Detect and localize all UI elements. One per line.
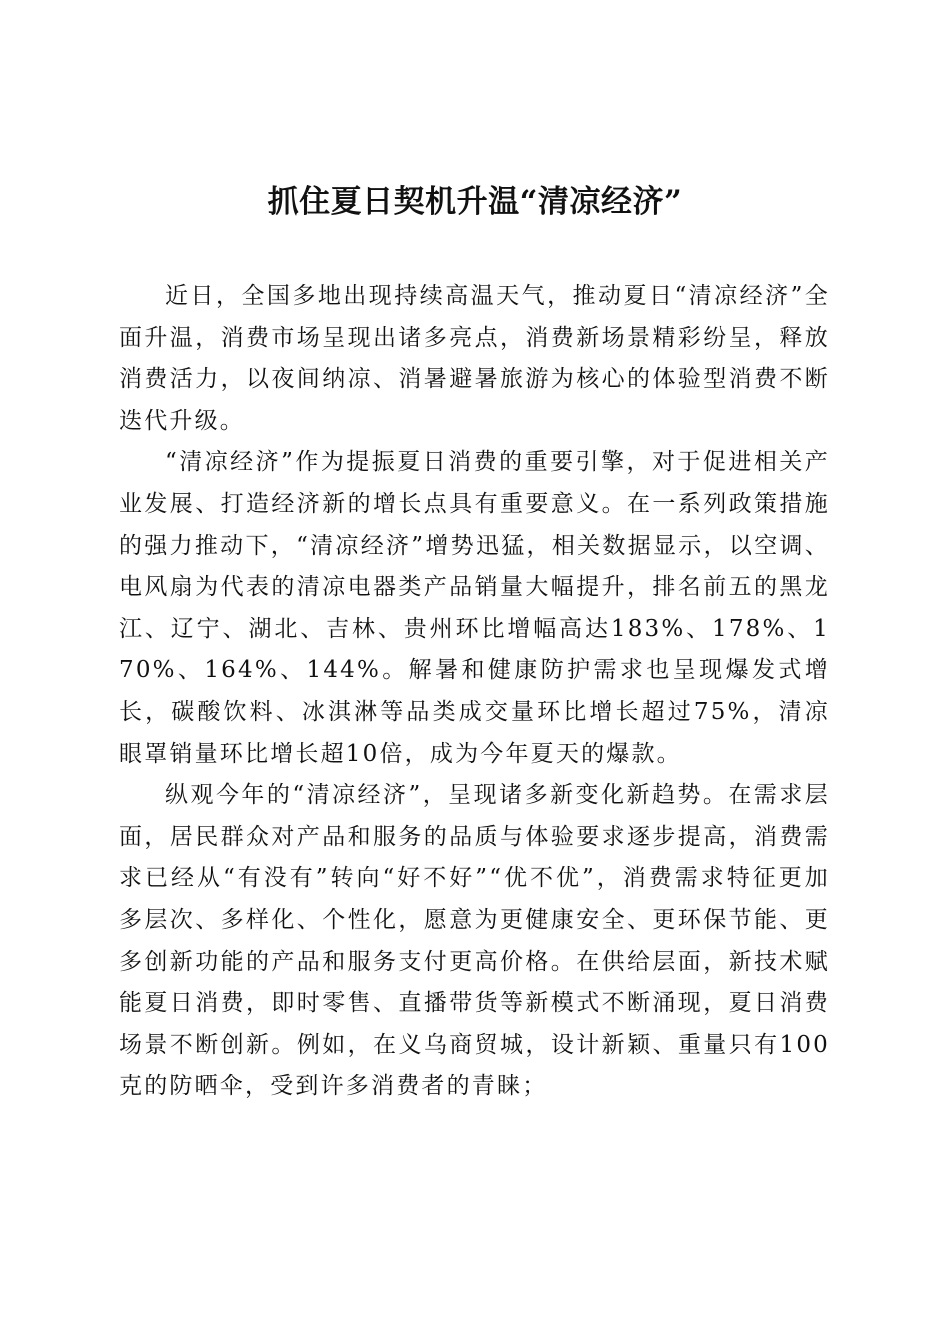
document-body	[119, 276, 830, 1108]
document-title: 抓住夏日契机升温“清凉经济”	[267, 184, 683, 220]
paragraph-2: “清凉经济”作为提振夏日消费的重要引擎，对于促进相关产业发展、打造经济新的增长点具有重要意义。在一系列政策措施的强力推动下，“清凉经济”增势迅猛，相关数据显示，以空调、电风扇为代表的清凉电器类产品销量大幅提升，排名前五的黑龙江、辽宁、湖北、吉林、贵州环比增幅高达183%、178%、170%、164%、144%。解暑和健康防护需求也呈现爆发式增长，碳酸饮料、冰淇淋等品类成交量环比增长超过75%，清凉眼罩销量环比增长超10倍，成为今年夏天的爆款。	[119, 449, 830, 767]
paragraph-3: 纵观今年的“清凉经济”，呈现诸多新变化新趋势。在需求层面，居民群众对产品和服务的品质与体验要求逐步提高，消费需求已经从“有没有”转向“好不好”“优不优”，消费需求特征更加多层次、多样化、个性化，愿意为更健康安全、更环保节能、更多创新功能的产品和服务支付更高价格。在供给层面，新技术赋能夏日消费，即时零售、直播带货等新模式不断涌现，夏日消费场景不断创新。例如，在义乌商贸城，设计新颖、重量只有100克的防晒伞，受到许多消费者的青睐；	[119, 782, 830, 1100]
paragraph-1: 近日，全国多地出现持续高温天气，推动夏日“清凉经济”全面升温，消费市场呈现出诸多亮点，消费新场景精彩纷呈，释放消费活力，以夜间纳凉、消暑避暑旅游为核心的体验型消费不断迭代升级。	[119, 283, 830, 434]
